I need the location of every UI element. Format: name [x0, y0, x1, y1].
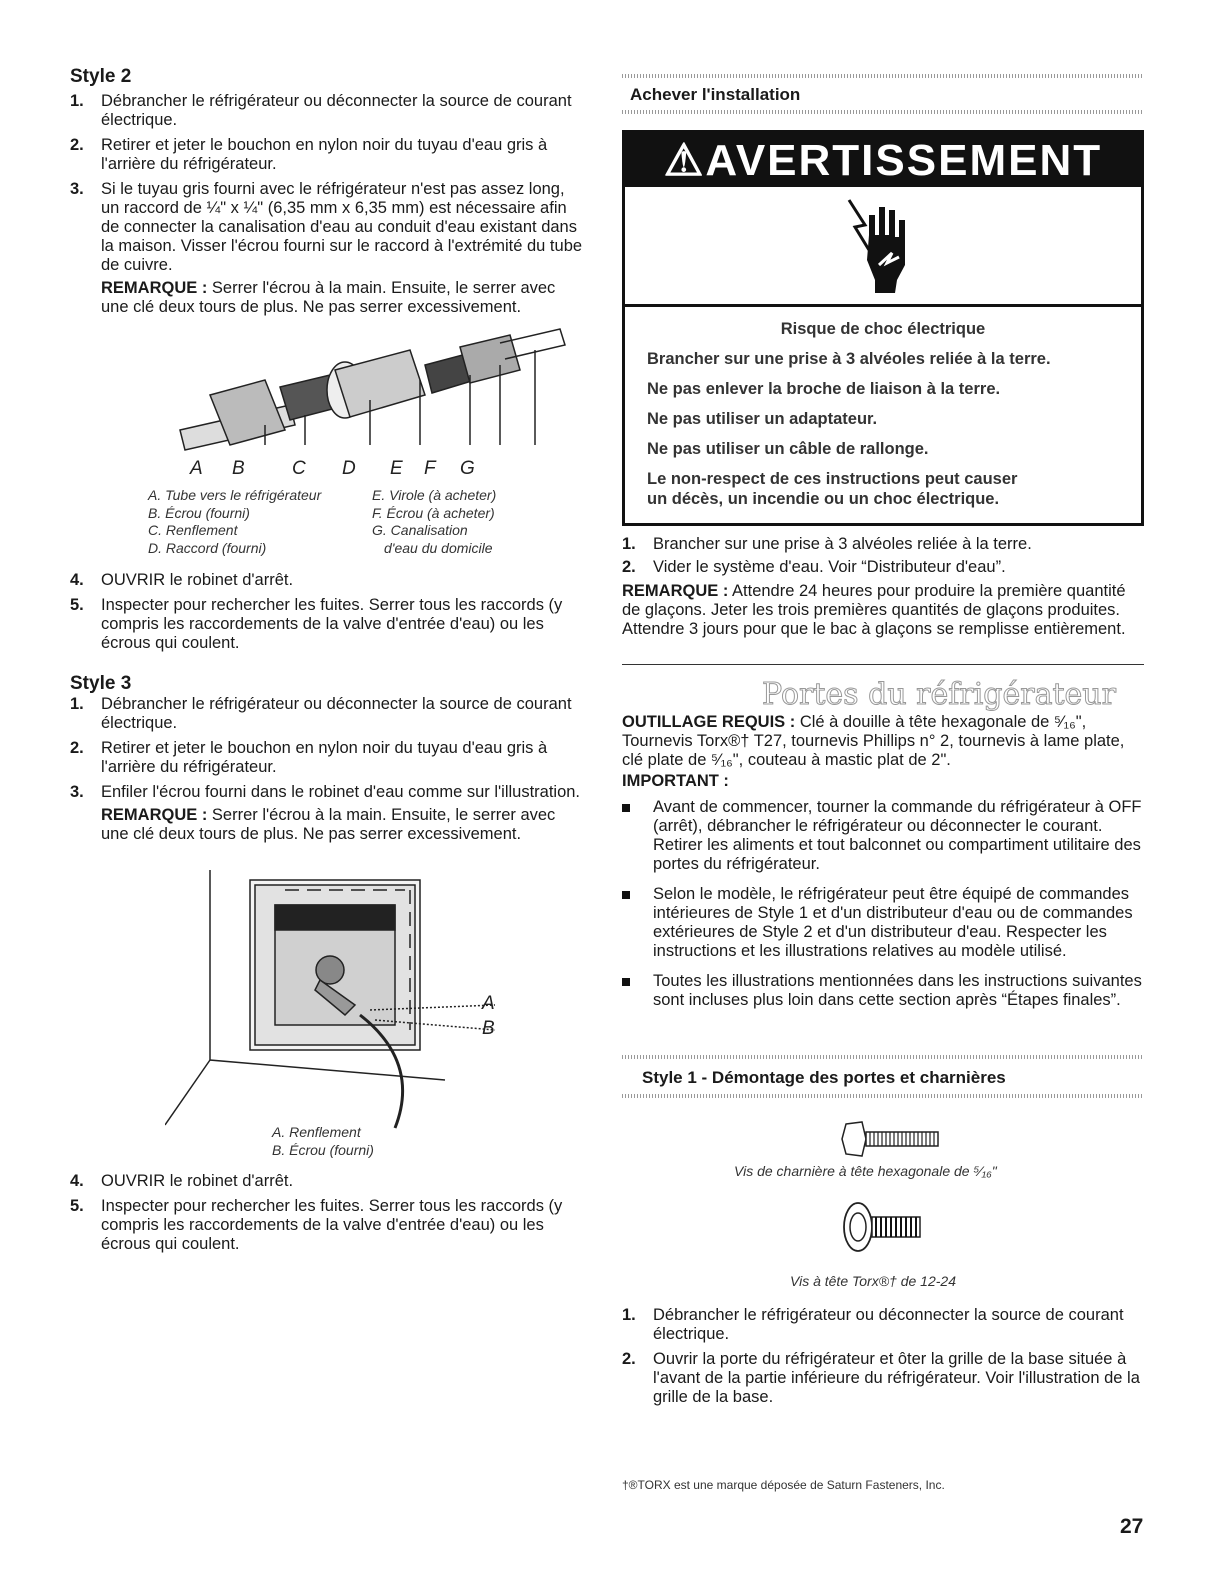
- section-divider: [622, 1055, 1144, 1059]
- hex-screw-icon: [840, 1118, 940, 1160]
- style2-captions-right: E. Virole (à acheter) F. Écrou (à acheter) G. Canalisation d'eau du domicile: [372, 487, 497, 556]
- list-item: 1. Débrancher le réfrigérateur ou déconnecter la source de courant électrique.: [70, 695, 572, 732]
- list-item: 5. Inspecter pour rechercher les fuites. Serrer tous les raccords (y compris les raccordements de la valve d'entrée d'eau) ou les écrous qui coulent.: [70, 1197, 563, 1253]
- warning-header: ⚠AVERTISSEMENT: [625, 133, 1141, 187]
- fitting-illustration: [170, 325, 590, 455]
- electric-shock-hand-icon: [847, 195, 917, 295]
- list-item: 4. OUVRIR le robinet d'arrêt.: [70, 571, 294, 589]
- list-item: 4. OUVRIR le robinet d'arrêt.: [70, 1172, 294, 1190]
- warning-text: Risque de choc électrique Brancher sur une prise à 3 alvéoles reliée à la terre. Ne pas enlever la broche de liaison à la terre. Ne pas utiliser un adaptateur. Ne pas utiliser un câble de rallonge. Le non-respect de ces instructions peut causer un décès, un incendie ou un choc électrique.: [647, 320, 1051, 508]
- achever-steps: [622, 535, 1142, 577]
- style3-letter-a: A: [482, 993, 495, 1014]
- list-item: 1. Débrancher le réfrigérateur ou déconnecter la source de courant électrique.: [622, 1306, 1124, 1343]
- list-item: 2. Retirer et jeter le bouchon en nylon noir du tuyau d'eau gris à l'arrière du réfrigérateur.: [70, 739, 548, 776]
- list-item: 1. Débrancher le réfrigérateur ou déconnecter la source de courant électrique.: [70, 92, 572, 129]
- bullet-icon: [622, 891, 630, 899]
- torx-screw-icon: [842, 1200, 932, 1255]
- style2-steps-after: [70, 571, 585, 659]
- important-label: IMPORTANT :: [622, 772, 729, 790]
- outillage-text: OUTILLAGE REQUIS : Clé à douille à tête hexagonale de ⁵⁄₁₆", Tournevis Torx®† T27, tournevis Phillips n° 2, tournevis à lame plate, clé plate de ⁵⁄₁₆", couteau à mastic plat de 2".: [622, 713, 1125, 769]
- list-item: 3. Si le tuyau gris fourni avec le réfrigérateur n'est pas assez long, un raccord de ¼" x ¼" (6,35 mm x 6,35 mm) est nécessaire afin de connecter la canalisation d'eau au conduit d'eau existant dans la maison. Visser l'écrou fourni sur le raccord à l'extrémité du tube de cuivre. REMARQUE : Serrer l'écrou à la main. Ensuite, le serrer avec une clé deux tours de plus. Ne pas serrer excessivement.: [70, 180, 585, 317]
- style1-title: Style 1 - Démontage des portes et charnières: [642, 1068, 1006, 1087]
- style3-steps-after: [70, 1172, 585, 1260]
- style2-note: REMARQUE : Serrer l'écrou à la main. Ensuite, le serrer avec une clé deux tours de plus. Ne pas serrer excessivement.: [101, 279, 556, 316]
- style2-captions-left: A. Tube vers le réfrigérateur B. Écrou (fourni) C. Renflement D. Raccord (fourni): [148, 487, 322, 556]
- section-divider: [622, 1094, 1144, 1098]
- list-item: 3. Enfiler l'écrou fourni dans le robinet d'eau comme sur l'illustration. REMARQUE : Serrer l'écrou à la main. Ensuite, le serrer avec une clé deux tours de plus. Ne pas serrer excessivement.: [70, 783, 585, 844]
- bullet-icon: [622, 978, 630, 986]
- screw1-caption: Vis de charnière à tête hexagonale de ⁵⁄₁₆": [734, 1163, 997, 1179]
- list-item: Avant de commencer, tourner la commande du réfrigérateur à OFF (arrêt), débrancher le réfrigérateur ou déconnecter le courant. Retirer les aliments et tout balconnet ou compartiment utilitaire des portes du réfrigérateur.: [622, 798, 1144, 874]
- list-item: 1. Brancher sur une prise à 3 alvéoles reliée à la terre.: [622, 535, 1032, 553]
- list-item: 2. Retirer et jeter le bouchon en nylon noir du tuyau d'eau gris à l'arrière du réfrigérateur.: [70, 136, 548, 173]
- warning-icon-area: [625, 187, 1141, 307]
- style1-steps: [622, 1306, 1144, 1413]
- list-item: 2. Vider le système d'eau. Voir “Distributeur d'eau”.: [622, 558, 1006, 576]
- page-number: 27: [1120, 1515, 1144, 1538]
- portes-title: Portes du réfrigérateur: [762, 677, 1116, 712]
- important-bullets: [622, 798, 1144, 1021]
- style2-heading: Style 2: [70, 66, 132, 87]
- warning-box: [622, 130, 1144, 526]
- footnote: †®TORX est une marque déposée de Saturn Fasteners, Inc.: [622, 1478, 945, 1492]
- achever-note: REMARQUE : Attendre 24 heures pour produire la première quantité de glaçons. Jeter les trois premières quantités de glaçons produites. Attendre 3 jours pour que le bac à glaçons se remplisse entièrement.: [622, 582, 1126, 638]
- section-divider: [622, 110, 1144, 114]
- list-item: Toutes les illustrations mentionnées dans les instructions suivantes sont incluses plus loin dans cette section après “Étapes finales”.: [622, 972, 1144, 1010]
- section-rule: [622, 664, 1144, 665]
- style3-letter-b: B: [482, 1018, 495, 1039]
- style3-heading: Style 3: [70, 673, 132, 694]
- list-item: Selon le modèle, le réfrigérateur peut être équipé de commandes intérieures de Style 1 et d'un distributeur d'eau ou de commandes extérieures de Style 2 et d'un distributeur d'eau. Respecter les instructions et les illustrations relatives au modèle utilisé.: [622, 885, 1144, 961]
- list-item: 2. Ouvrir la porte du réfrigérateur et ôter la grille de la base située à l'avant de la partie inférieure du réfrigérateur. Voir l'illustration de la grille de la base.: [622, 1350, 1140, 1406]
- bullet-icon: [622, 804, 630, 812]
- style3-note: REMARQUE : Serrer l'écrou à la main. Ensuite, le serrer avec une clé deux tours de plus. Ne pas serrer excessivement.: [101, 806, 556, 843]
- warning-triangle-icon: ⚠: [663, 136, 706, 185]
- screw2-caption: Vis à tête Torx®† de 12-24: [790, 1273, 956, 1289]
- list-item: 5. Inspecter pour rechercher les fuites. Serrer tous les raccords (y compris les raccordements de la valve d'entrée d'eau) ou les écrous qui coulent.: [70, 596, 563, 652]
- style3-steps: [70, 695, 585, 850]
- style2-steps: [70, 92, 585, 323]
- style3-captions: A. Renflement B. Écrou (fourni): [272, 1124, 374, 1158]
- achever-title: Achever l'installation: [630, 85, 801, 104]
- valve-illustration: [165, 870, 505, 1130]
- section-divider: [622, 74, 1144, 78]
